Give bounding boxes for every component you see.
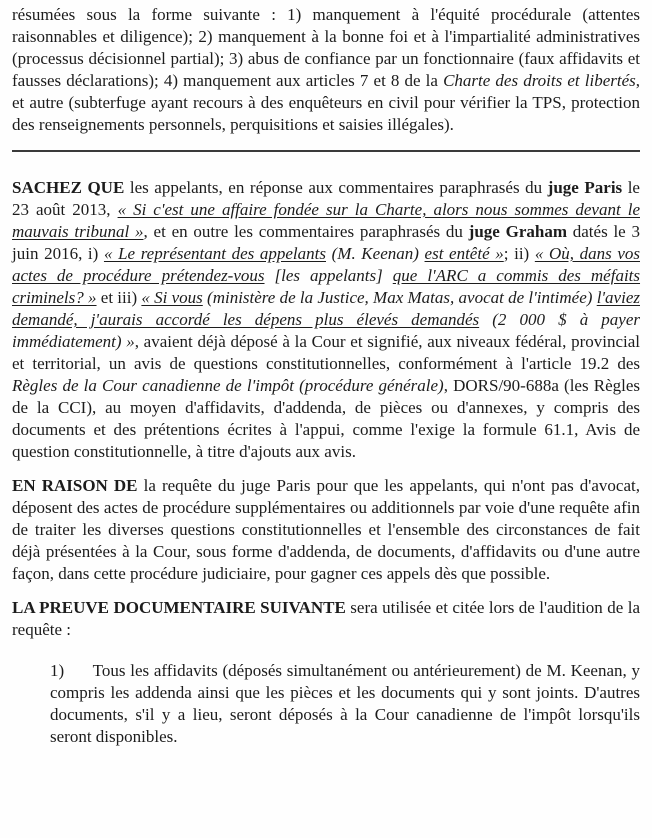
text-run: les appelants, en réponse aux commentaires paraphrasés du bbox=[124, 178, 548, 197]
text-run: SACHEZ QUE bbox=[12, 178, 125, 197]
text-run: 1) Tous les affidavits (déposés simultanément ou antérieurement) de M. Keenan, y compris les addenda ainsi que les pièces et les documents qui y sont joints. D'autres documents, s'il y a lieu, seront déposés à la Cour canadienne de l'impôt lorsqu'ils seront disponibles. bbox=[50, 661, 640, 746]
text-run: la requête du juge Paris pour que les appelants, qui n'ont pas d'avocat, déposent des actes de procédure supplémentaires ou additionnels par voie d'une requête afin de traiter les diverses questions constitutionnelles et l'ensemble des circonstances de fait déjà présentées à la Cour, sous forme d'addenda, de documents, d'affidavits ou d'une autre façon, dans cette procédure judiciaire, pour gagner ces appels dès que possible. bbox=[12, 476, 640, 583]
text-run: EN RAISON DE bbox=[12, 476, 138, 495]
text-run: LA PREUVE DOCUMENTAIRE SUIVANTE bbox=[12, 598, 346, 617]
text-run: (2 000 $ à payer immédiatement) » bbox=[12, 310, 640, 351]
text-run: , et en outre les commentaires paraphrasés du bbox=[143, 222, 469, 241]
text-run: « Le représentant des appelants bbox=[103, 244, 326, 263]
text-run: « Si c'est une affaire fondée sur la Charte, alors nous sommes devant le mauvais tribunal » bbox=[12, 200, 640, 241]
text-run: ; ii) bbox=[503, 244, 535, 263]
text-run: résumées sous la forme suivante : 1) manquement à l'équité procédurale (attentes raisonnables et diligence); 2) manquement à la bonne foi et à l'impartialité administratives (processus décisionnel partial); 3) abus de confiance par un fonctionnaire (faux affidavits et fausses déclarations); 4) manquement aux articles 7 et 8 de la bbox=[12, 5, 640, 90]
text-run: (M. Keenan) bbox=[326, 244, 425, 263]
text-run: sera utilisée et citée lors de l'audition de la requête : bbox=[12, 598, 640, 639]
text-run: juge Paris bbox=[547, 178, 623, 197]
text-run: , et autre (subterfuge ayant recours à des enquêteurs en civil pour vérifier la TPS, protection des renseignements personnels, perquisitions et saisies illégales). bbox=[12, 71, 640, 134]
section-divider bbox=[12, 150, 640, 152]
paragraph-sachez-que bbox=[12, 177, 640, 463]
text-run: Règles de la Cour canadienne de l'impôt (procédure générale) bbox=[12, 376, 444, 395]
text-run: que l'ARC a commis des méfaits criminels? » bbox=[12, 266, 641, 307]
text-run: datés le 3 juin 2016, i) bbox=[12, 222, 641, 263]
text-run: , DORS/90-688a (les Règles de la CCI), au moyen d'affidavits, d'addenda, de pièces ou d'annexes, y compris des documents et des prétentions écrites à l'appui, comme l'exige la formule 61.1, Avis de question constitutionnelle, à titre d'ajouts aux avis. bbox=[12, 376, 640, 461]
text-run: l'aviez demandé, j'aurais accordé les dépens plus élevés demandés bbox=[12, 288, 640, 329]
text-run: « Où, dans vos actes de procédure prétendez-vous bbox=[12, 244, 640, 285]
text-run: « Si vous bbox=[141, 288, 203, 307]
paragraph-la-preuve-documentaire bbox=[12, 597, 640, 641]
text-run: et iii) bbox=[96, 288, 142, 307]
text-run: Charte des droits et libertés bbox=[443, 71, 636, 90]
text-run: , avaient déjà déposé à la Cour et signifié, aux niveaux fédéral, provincial et territorial, un avis de questions constitutionnelles, conformément à l'article 19.2 des bbox=[12, 332, 641, 373]
text-run: juge Graham bbox=[468, 222, 567, 241]
paragraph-allegations-summary bbox=[12, 4, 640, 136]
text-run: est entêté » bbox=[424, 244, 504, 263]
text-run: le 23 août 2013, bbox=[12, 178, 640, 219]
text-run: [les appelants] bbox=[264, 266, 393, 285]
text-run: (ministère de la Justice, Max Matas, avocat de l'intimée) bbox=[202, 288, 597, 307]
paragraph-en-raison-de bbox=[12, 475, 640, 585]
list-item-1-affidavits bbox=[50, 660, 640, 748]
